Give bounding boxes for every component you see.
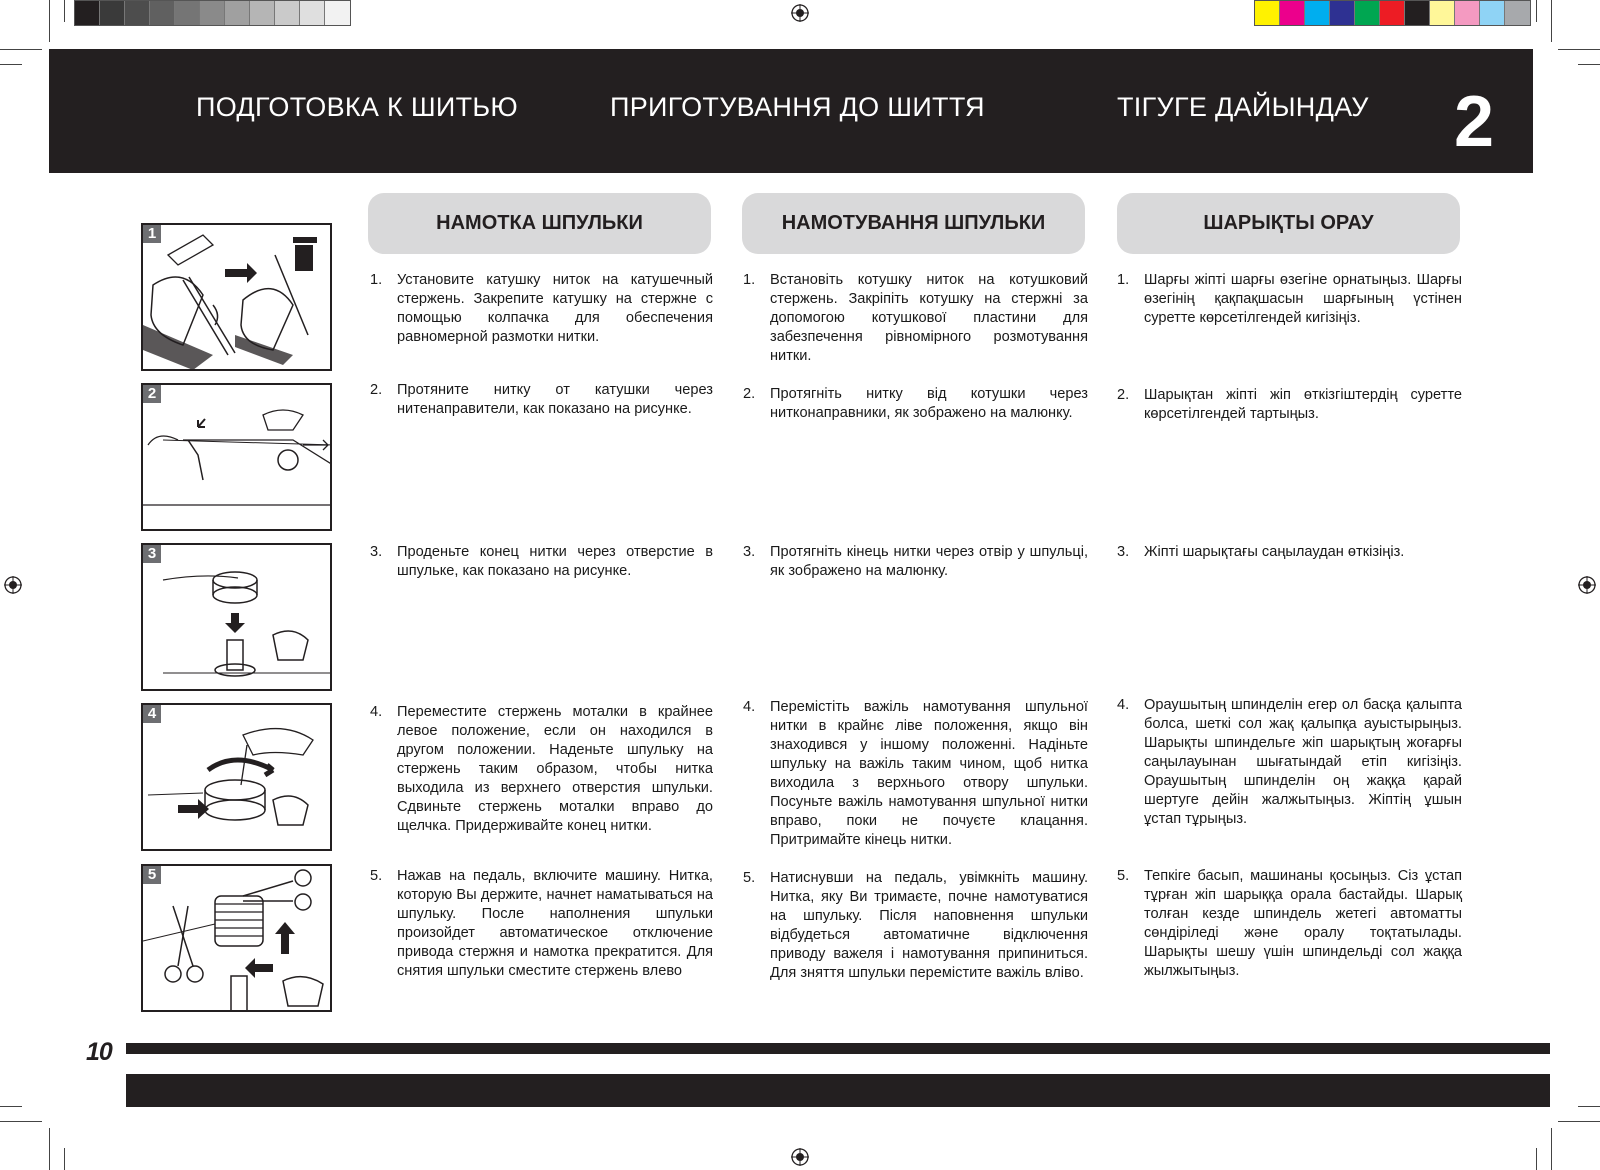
color-swatch bbox=[225, 1, 250, 25]
title-kazakh: ТІГУГЕ ДАЙЫНДАУ bbox=[1117, 92, 1369, 122]
list-item: 2. Шарықтан жіпті жіп өткізгіштердің суретте көрсетілгендей тартыңыз. bbox=[1117, 387, 1462, 422]
color-swatch bbox=[1405, 1, 1430, 25]
list-item: 2. Протяните нитку от катушки через нитенаправители, как показано на рисунке. bbox=[370, 382, 713, 417]
color-swatch bbox=[150, 1, 175, 25]
heading-kazakh: ШАРЫҚТЫ ОРАУ bbox=[1117, 193, 1460, 254]
color-swatch bbox=[1430, 1, 1455, 25]
color-swatch bbox=[1455, 1, 1480, 25]
color-swatch bbox=[275, 1, 300, 25]
registration-mark-icon bbox=[791, 1148, 809, 1166]
crop-mark bbox=[1551, 0, 1552, 42]
figure-number: 2 bbox=[143, 385, 161, 403]
registration-mark-icon bbox=[1578, 576, 1596, 594]
crop-mark bbox=[0, 64, 22, 65]
color-swatch bbox=[300, 1, 325, 25]
heading-russian: НАМОТКА ШПУЛЬКИ bbox=[368, 193, 711, 254]
heading-ukrainian: НАМОТУВАННЯ ШПУЛЬКИ bbox=[742, 193, 1085, 254]
footer-rule bbox=[126, 1043, 1550, 1054]
bobbin-threading-illustration-icon bbox=[143, 545, 332, 691]
figure-4-bobbin-winder bbox=[141, 703, 332, 851]
crop-mark bbox=[64, 0, 65, 22]
list-item: 5. Тепкіге басып, машинаны қосыңыз. Сіз ұстап тұрған жіп шарыққа орала бастайды. Шарық толған кезде шпиндель жетегі автоматты сөндіріледі және оралу тоқтатылады. Шарықты шешу үшін шпиндельді сол жаққа жылжытыңыз. bbox=[1117, 868, 1462, 979]
color-swatch bbox=[1480, 1, 1505, 25]
crop-mark bbox=[1578, 1106, 1600, 1107]
color-swatch bbox=[125, 1, 150, 25]
color-swatch bbox=[200, 1, 225, 25]
figure-number: 4 bbox=[143, 705, 161, 723]
figure-3-bobbin-hole bbox=[141, 543, 332, 691]
figure-5-winding bbox=[141, 864, 332, 1012]
color-swatch bbox=[325, 1, 350, 25]
bobbin-winder-illustration-icon bbox=[143, 705, 332, 851]
crop-mark bbox=[0, 1121, 42, 1122]
crop-mark bbox=[1558, 1121, 1600, 1122]
list-item: 4. Перемістіть важіль намотування шпульної нитки в крайнє ліве положення, якщо він знаходився у іншому положенні. Надіньте шпульку на важіль таким чином, щоб нитка виходила з верхнього отвору шпульки. Посуньте важіль намотування шпульної нитки вправо, поки не почуєте клацання. Притримайте кінець нитки. bbox=[743, 699, 1088, 848]
crop-mark bbox=[1536, 0, 1537, 22]
crop-mark bbox=[0, 1106, 22, 1107]
color-swatch bbox=[75, 1, 100, 25]
list-item: 5. Нажав на педаль, включите машину. Нитка, которую Вы держите, начнет наматываться на шпульку. После наполнения шпульки произойдет автоматическое отключение привода стержня и намотка прекратится. Для снятия шпульки сместите стержень влево bbox=[370, 868, 713, 979]
color-swatch bbox=[175, 1, 200, 25]
list-item: 5. Натиснувши на педаль, увімкніть машину. Нитка, яку Ви тримаєте, почне намотуватися на шпульку. Після наповнення шпульки відбудеться автоматичне відключення приводу важеля і намотування припиниться. Для зняття шпульки перемістите важіль вліво. bbox=[743, 870, 1088, 981]
title-russian: ПОДГОТОВКА К ШИТЬЮ bbox=[196, 92, 519, 122]
color-swatch bbox=[1355, 1, 1380, 25]
page-number: 10 bbox=[86, 1038, 112, 1066]
crop-mark bbox=[1536, 1148, 1537, 1170]
winding-scissors-illustration-icon bbox=[143, 866, 332, 1012]
color-swatch bbox=[1505, 1, 1530, 25]
list-item: 2. Протягніть нитку від котушки через нитконаправники, як зображено на малюнку. bbox=[743, 386, 1088, 421]
color-swatch bbox=[1305, 1, 1330, 25]
figure-number: 5 bbox=[143, 866, 161, 884]
registration-mark-icon bbox=[4, 576, 22, 594]
color-swatch bbox=[1330, 1, 1355, 25]
registration-mark-icon bbox=[791, 4, 809, 22]
figure-number: 1 bbox=[143, 225, 161, 243]
list-item: 3. Проденьте конец нитки через отверстие в шпульке, как показано на рисунке. bbox=[370, 544, 713, 579]
spool-pin-illustration-icon bbox=[143, 225, 332, 371]
list-item: 3. Протягніть кінець нитки через отвір у шпульці, як зображено на малюнку. bbox=[743, 544, 1088, 579]
crop-mark bbox=[1551, 1128, 1552, 1170]
list-item: 4. Переместите стержень моталки в крайнее левое положение, если он находился в другом положении. Наденьте шпульку на стержень таким образом, чтобы нитка выходила из верхнего отверстия шпульки. Сдвиньте стержень моталки вправо до щелчка. Придерживайте конец нитки. bbox=[370, 704, 713, 834]
list-item: 1. Встановіть котушку ниток на котушковий стержень. Закріпіть котушку на стержні за допомогою котушкової пластини для забезпечення рівномірного розмотування нитки. bbox=[743, 272, 1088, 364]
list-item: 1. Шарғы жіпті шарғы өзегіне орнатыңыз. Шарғы өзегінің қақпақшасын шарғының үстінен суретте көрсетілгендей кигізіңіз. bbox=[1117, 272, 1462, 326]
crop-mark bbox=[0, 49, 42, 50]
list-item: 4. Ораушытың шпинделін егер ол басқа қалыпта болса, шеткі сол жақ қалыпқа ауыстырыңыз. Шарықты шпиндельге жіп шарықтың жоғарғы саңылауынан шығатындай етіп кигізіңіз. Ораушытың шпинделін оң жаққа қарай шертуге дейін жалжытыңыз. Жіптің ұшын ұстап тұрыңыз. bbox=[1117, 697, 1462, 827]
crop-mark bbox=[1558, 49, 1600, 50]
color-swatch bbox=[100, 1, 125, 25]
color-swatch bbox=[1255, 1, 1280, 25]
color-scale-bar bbox=[1254, 0, 1531, 26]
title-ukrainian: ПРИГОТУВАННЯ ДО ШИТТЯ bbox=[610, 92, 985, 122]
color-swatch bbox=[1380, 1, 1405, 25]
list-item: 3. Жіпті шарықтағы саңылаудан өткізіңіз. bbox=[1117, 544, 1405, 560]
color-swatch bbox=[1280, 1, 1305, 25]
footer-bar bbox=[126, 1074, 1550, 1107]
color-swatch bbox=[250, 1, 275, 25]
crop-mark bbox=[1578, 64, 1600, 65]
crop-mark bbox=[49, 0, 50, 42]
list-item: 1. Установите катушку ниток на катушечный стержень. Закрепите катушку на стержне с помощью колпачка для обеспечения равномерной размотки нитки. bbox=[370, 272, 713, 345]
crop-mark bbox=[64, 1148, 65, 1170]
thread-guide-illustration-icon bbox=[143, 385, 332, 531]
chapter-number: 2 bbox=[1454, 82, 1495, 162]
crop-mark bbox=[49, 1128, 50, 1170]
figure-1-spool-pin bbox=[141, 223, 332, 371]
figure-2-thread-guides bbox=[141, 383, 332, 531]
gray-scale-bar bbox=[74, 0, 351, 26]
figure-number: 3 bbox=[143, 545, 161, 563]
